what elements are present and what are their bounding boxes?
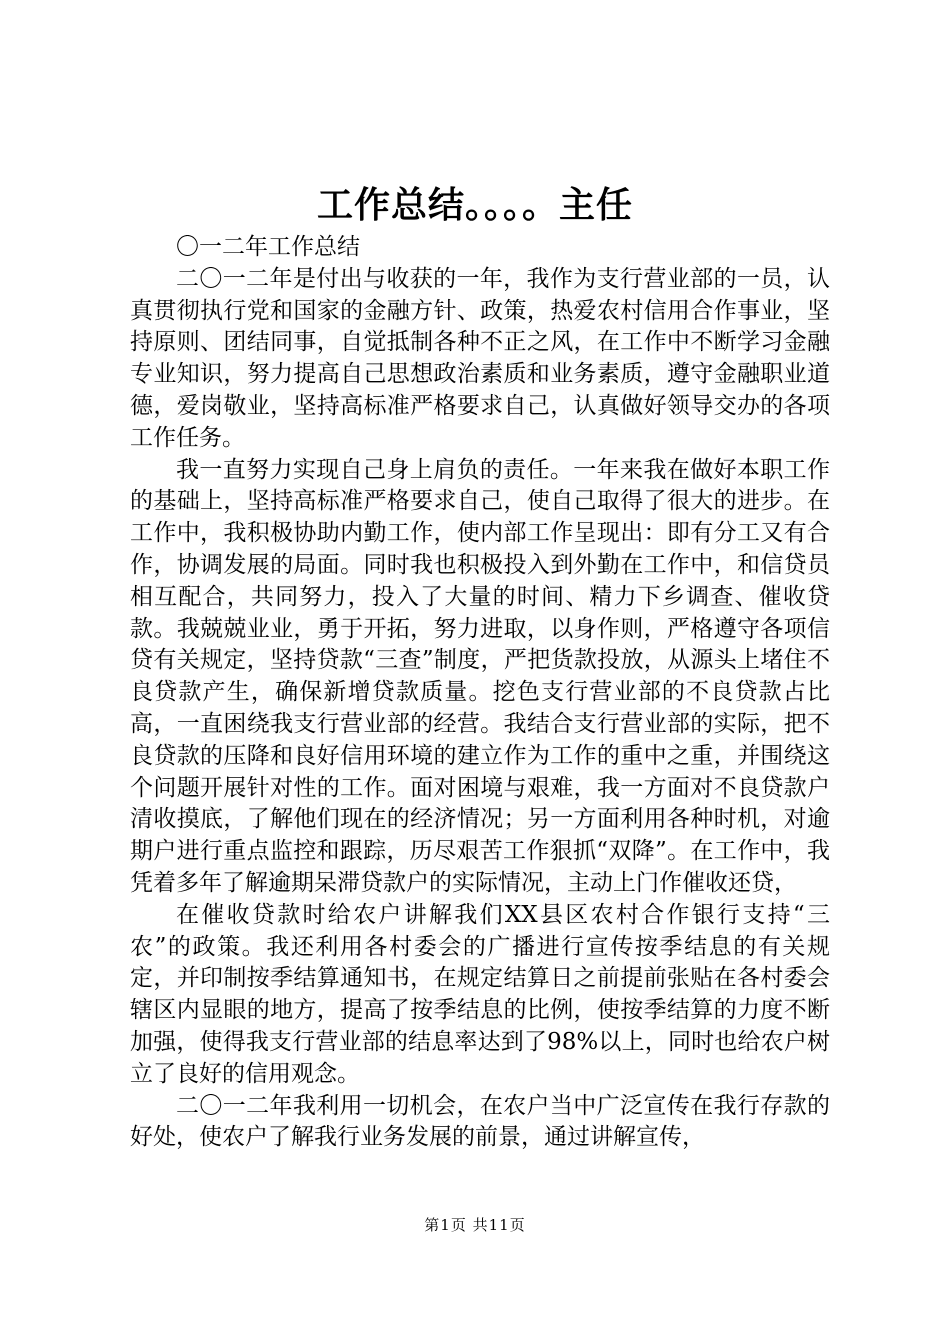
paragraph: 二〇一二年是付出与收获的一年，我作为支行营业部的一员，认真贯彻执行党和国家的金融方针、政策，热爱农村信用合作事业，坚持原则、团结同事，自觉抵制各种不正之风，在工作中不断学习金融专业知识，努力提高自己思想政治素质和业务素质，遵守金融职业道德，爱岗敬业，坚持高标准严格要求自己，认真做好领导交办的各项工作任务。	[130, 265, 830, 451]
page-number-footer: 第1页 共11页	[424, 1216, 526, 1234]
paragraph: 二〇一二年我利用一切机会，在农户当中广泛宣传在我行存款的好处，使农户了解我行业务发展的前景，通过讲解宣传，	[130, 1092, 830, 1151]
document-title: 工作总结。。。。主任	[316, 185, 633, 226]
paragraph: 在催收贷款时给农户讲解我们XX县区农村合作银行支持“三农”的政策。我还利用各村委会的广播进行宣传按季结息的有关规定，并印制按季结算通知书，在规定结算日之前提前张贴在各村委会辖区内显眼的地方，提高了按季结息的比例，使按季结算的力度不断加强，使得我支行营业部的结息率达到了98%以上，同时也给农户树立了良好的信用观念。	[130, 901, 830, 1087]
paragraph: 我一直努力实现自己身上肩负的责任。一年来我在做好本职工作的基础上，坚持高标准严格要求自己，使自己取得了很大的进步。在工作中，我积极协助内勤工作，使内部工作呈现出：即有分工又有合作，协调发展的局面。同时我也积极投入到外勤在工作中，和信贷员相互配合，共同努力，投入了大量的时间、精力下乡调查、催收贷款。我兢兢业业，勇于开拓，努力进取，以身作则，严格遵守各项信贷有关规定，坚持贷款“三查”制度，严把货款投放，从源头上堵住不良贷款产生，确保新增贷款质量。挖色支行营业部的不良贷款占比高，一直困绕我支行营业部的经营。我结合支行营业部的实际，把不良贷款的压降和良好信用环境的建立作为工作的重中之重，并围绕这个问题开展针对性的工作。面对困境与艰难，我一方面对不良贷款户清收摸底，了解他们现在的经济情况；另一方面利用各种时机，对逾期户进行重点监控和跟踪，历尽艰苦工作狠抓“双降”。在工作中，我凭着多年了解逾期呆滞贷款户的实际情况，主动上门作催收还贷，	[130, 456, 830, 896]
paragraph-heading: 〇一二年工作总结	[176, 234, 360, 260]
document-body	[130, 232, 830, 1154]
